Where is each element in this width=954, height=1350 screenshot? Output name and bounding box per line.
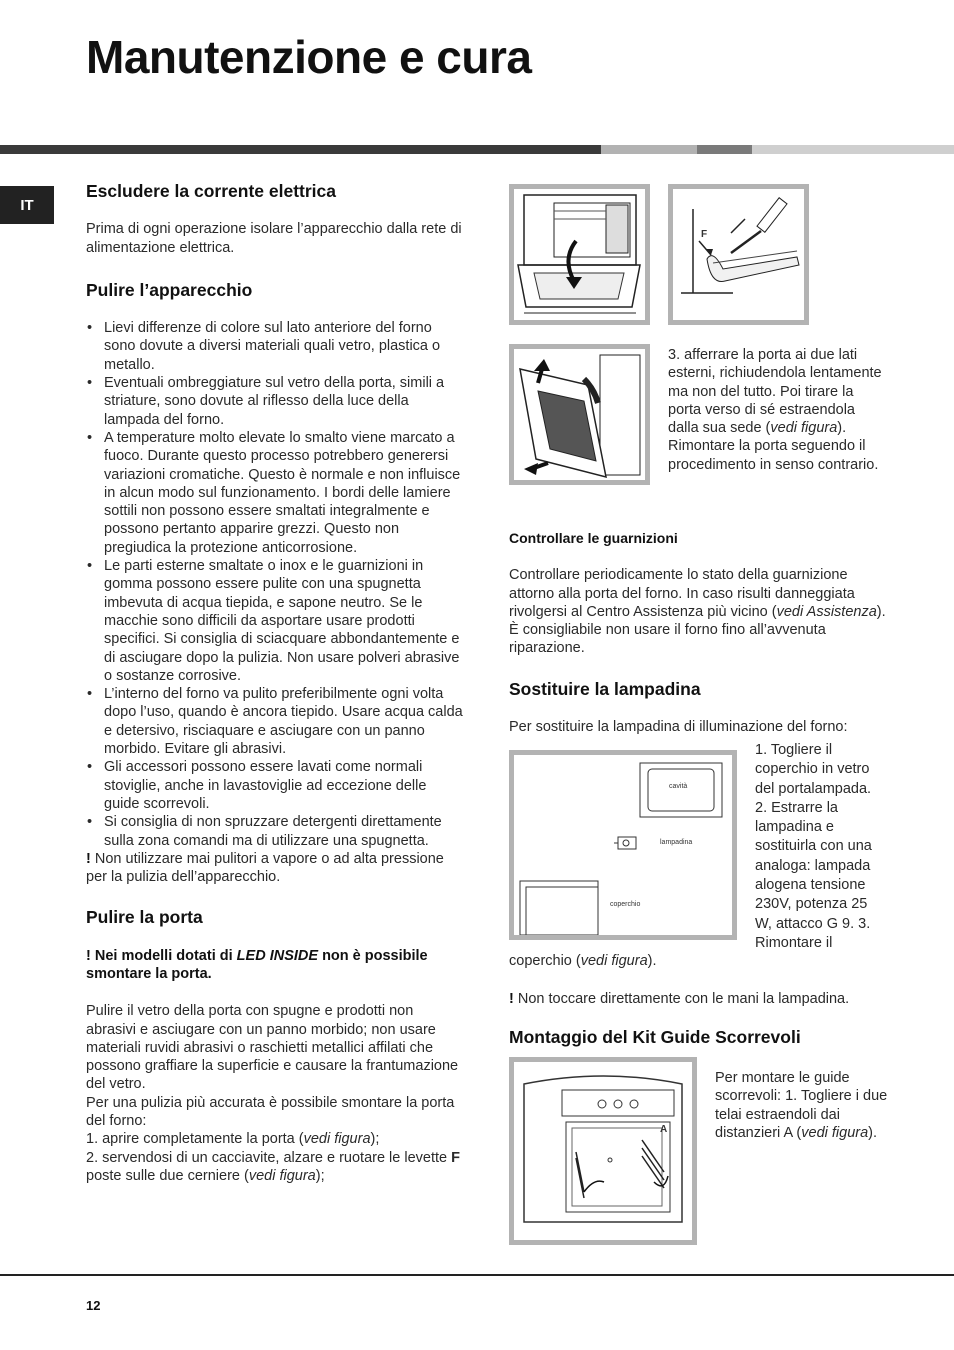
right-column-text [509,529,889,736]
figure-reference: vedi figura [248,1167,316,1184]
slide-rails-illustration [514,1062,692,1240]
list-item: • Lievi differenze di colore sul lato anteriore del forno sono dovute a diversi materiali quali vetro, plastica o metallo. [86,319,464,374]
figure-label-a: A [660,1124,668,1135]
page-number: 12 [86,1298,101,1313]
step-text: ); [315,1167,325,1184]
figure-label-cavity: cavità [669,783,688,790]
hinge-lever-illustration [673,189,804,320]
gasket-text-b: ). È consigliabile non usare il forno fino all’avvenuta riparazione. [509,603,886,657]
kit-text-a: Per montare le guide scorrevoli: 1. Togliere i due telai estraendoli dai distanzieri A ( [715,1070,888,1141]
warning-mark: ! [509,991,514,1008]
door-step-3 [668,346,882,474]
door-removal-intro: Per una pulizia più accurata è possibile smontare la porta del forno: [86,1094,455,1130]
section-heading-lamp: Sostituire la lampadina [509,678,701,699]
list-item: • Eventuali ombreggiature sul vetro della porta, simili a striature, sono dovute al riflesso della luce della lampada del forno. [86,374,464,429]
slide-rails-step [715,1069,889,1142]
header-band-pale [752,145,954,154]
figure-slide-rails [509,1057,697,1245]
door-cleaning-text: Pulire il vetro della porta con spugne e prodotti non abrasivi e asciugare con un panno morbido; non usare materiali ruvidi abrasivi o raschietti metallici affilati che possono graffiare la superficie e causare la frantumazione del vetro. [86,1003,459,1093]
warning-mark: ! [86,850,91,867]
figure-reference: vedi figura [303,1131,371,1148]
section-heading-slide-rails: Montaggio del Kit Guide Scorrevoli [509,1026,801,1047]
kit-text-b: ). [868,1124,878,1141]
lamp-intro: Per sostituire la lampadina di illuminazione del forno: [509,719,848,736]
door-removal-illustration [514,349,645,480]
language-tab-label: IT [20,196,34,214]
lamp-end-a: coperchio ( [509,953,581,969]
note-text-a: Nei modelli dotati di [94,947,233,964]
gasket-text-a: Controllare periodicamente lo stato della guarnizione attorno alla porta del forno. In caso risulti danneggiata rivolgersi al Centro Assistenza più vicino ( [509,567,855,620]
section-heading-clean-door: Pulire la porta [86,907,203,928]
figure-lamp [509,750,737,940]
figure-reference: vedi figura [580,953,648,969]
figure-label-cover: coperchio [610,901,641,908]
figure-hinge-lever [668,184,809,325]
door-step-2 [86,1149,464,1186]
gasket-text [509,566,889,657]
door-step-1 [86,1130,464,1148]
warning-text: Non utilizzare mai pulitori a vapore o ad alta pressione per la pulizia dell’apparecchio. [86,850,444,886]
cleaning-tips-list [86,319,464,850]
figure-door-open [509,184,650,325]
left-column [86,182,464,1185]
list-item: • Le parti esterne smaltate o inox e le guarnizioni in gomma possono essere pulite con una spugnetta imbevuta di acqua tiepida, e sapone neutro. Se le macchie sono difficili da asportare usare prodotti specifici. Si consiglia di sciacquare abbondantemente e di asciugare dopo la pulizia. Non usare polveri abrasive o sostanze corrosive. [86,557,464,685]
language-tab [0,186,54,224]
lever-f-label: F [451,1149,460,1166]
step-text: 3. afferrare la porta ai due lati esterni, richiudendola lentamente ma non del tutto. Poi tirare la porta verso di sé estraendola dalla sua sede ( [668,347,882,437]
note-text-b: non è possibile smontare la porta. [86,947,428,982]
list-item: • Si consiglia di non spruzzare detergenti direttamente sulla zona comandi ma di utilizzare una spugnetta. [86,813,464,850]
list-item: • A temperature molto elevate lo smalto viene marcato a fuoco. Durante questo processo potrebbero generersi variazioni cromatiche. Questo è normale e non influisce in alcun modo sul funzionamento. I bordi delle lamiere sottili non possono essere smaltati integralmente e possono pertanto apparire grezzi. Questo non pregiudica la protezione anticorrosione. [86,429,464,557]
steam-cleaner-warning [86,850,464,887]
figure-reference: vedi figura [801,1124,869,1141]
list-item: • Gli accessori possono essere lavati come normali stoviglie, anche in lavastoviglie ad eccezione delle guide scorrevoli. [86,758,464,813]
oven-door-open-illustration [514,189,645,320]
page-title: Manutenzione e cura [86,31,532,83]
lamp-steps [755,741,887,953]
step-text: 2. servendosi di un cacciavite, alzare e ruotare le levette [86,1149,448,1166]
section-heading-power: Escludere la corrente elettrica [86,181,336,201]
figure-door-removal [509,344,650,485]
section-heading-gaskets: Controllare le guarnizioni [509,530,678,546]
figure-reference: vedi figura [770,420,838,437]
header-band-dark [0,145,601,154]
section-text-power: Prima di ogni operazione isolare l’apparecchio dalla rete di alimentazione elettrica. [86,221,462,256]
footer-rule [0,1274,954,1276]
led-inside-note [86,947,464,984]
slide-rails-text [715,1069,889,1142]
led-inside-label: LED INSIDE [236,947,319,964]
header-band-light [601,145,697,154]
lamp-end-text [509,952,889,970]
step-text: ). Rimontare la porta seguendo il procedimento in senso contrario. [668,420,879,473]
step-3-text [668,346,882,474]
step-text: ); [370,1131,380,1148]
list-item: • L’interno del forno va pulito preferibilmente ogni volta dopo l’uso, quando è ancora tiepido. Usare acqua calda e detersivo, risciaquare e asciugare con un panno morbido. Evitare gli abrasivi. [86,685,464,758]
warning-mark: ! [86,947,91,964]
figure-label-f: F [701,229,708,240]
step-text: poste sulle due cerniere ( [86,1167,249,1184]
lamp-illustration [514,755,732,935]
lamp-end [509,952,889,1046]
step-text: 1. aprire completamente la porta ( [86,1131,304,1148]
warning-text: Non toccare direttamente con le mani la lampadina. [517,991,850,1008]
figure-label-bulb: lampadina [660,839,693,846]
lamp-steps-text: 1. Togliere il coperchio in vetro del portalampada. 2. Estrarre la lampadina e sostituirla con una analoga: lampada alogena tensione 230V, potenza 25 W, attacco G 9. 3. Rimontare il [755,742,872,951]
section-heading-clean-appliance: Pulire l’apparecchio [86,279,253,300]
assistance-reference: vedi Assistenza [776,603,877,620]
header-band-mid [697,145,752,154]
lamp-warning [509,990,889,1008]
lamp-end-b: ). [647,953,657,969]
